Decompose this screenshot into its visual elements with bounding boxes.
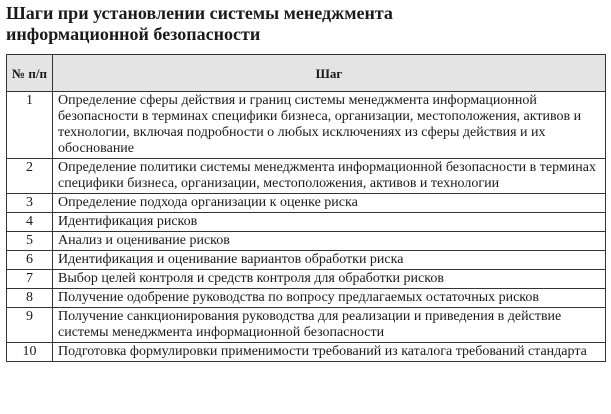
- row-number: 8: [7, 289, 53, 308]
- row-number: 5: [7, 232, 53, 251]
- document-title: Шаги при установлении системы менеджмента информационной безопасности: [6, 3, 393, 44]
- header-step: Шаг: [53, 55, 606, 92]
- row-step: Определение сферы действия и границ системы менеджмента информационной безопасности в терминах специфики бизнеса, организации, местоположения, активов и технологии, включая подробности о любых исключениях из сферы действия и их обоснование: [53, 92, 606, 159]
- row-number: 3: [7, 194, 53, 213]
- row-number: 2: [7, 159, 53, 194]
- table-row: [7, 194, 606, 213]
- table-row: [7, 213, 606, 232]
- row-number: 9: [7, 308, 53, 343]
- row-step: Анализ и оценивание рисков: [53, 232, 606, 251]
- row-step: Получение одобрение руководства по вопросу предлагаемых остаточных рисков: [53, 289, 606, 308]
- table-row: [7, 343, 606, 362]
- header-number: № п/п: [7, 55, 53, 92]
- row-step: Выбор целей контроля и средств контроля для обработки рисков: [53, 270, 606, 289]
- row-number: 7: [7, 270, 53, 289]
- row-step: Определение политики системы менеджмента информационной безопасности в терминах специфики бизнеса, организации, местоположения, активов и технологии: [53, 159, 606, 194]
- row-step: Идентификация и оценивание вариантов обработки риска: [53, 251, 606, 270]
- row-number: 6: [7, 251, 53, 270]
- row-step: Идентификация рисков: [53, 213, 606, 232]
- row-number: 4: [7, 213, 53, 232]
- row-step: Получение санкционирования руководства для реализации и приведения в действие системы менеджмента информационной безопасности: [53, 308, 606, 343]
- row-step: Определение подхода организации к оценке риска: [53, 194, 606, 213]
- row-number: 1: [7, 92, 53, 159]
- table-row: [7, 289, 606, 308]
- steps-table: [6, 54, 606, 362]
- table-row: [7, 159, 606, 194]
- table-row: [7, 92, 606, 159]
- table-row: [7, 308, 606, 343]
- table-row: [7, 270, 606, 289]
- table-row: [7, 251, 606, 270]
- table-row: [7, 232, 606, 251]
- row-step: Подготовка формулировки применимости требований из каталога требований стандарта: [53, 343, 606, 362]
- row-number: 10: [7, 343, 53, 362]
- table-header-row: [7, 55, 606, 92]
